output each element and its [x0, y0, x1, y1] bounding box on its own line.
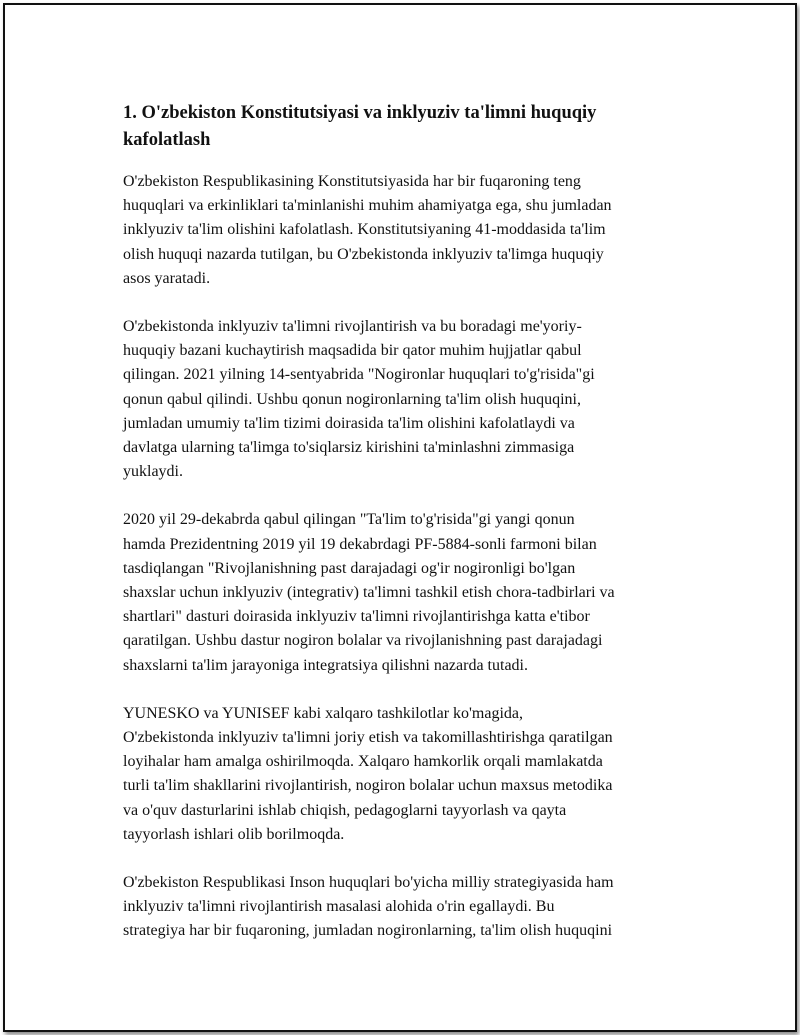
section-heading	[123, 100, 698, 154]
paragraph	[123, 170, 698, 291]
text-line: YUNESKO va YUNISEF kabi xalqaro tashkilotlar ko'magida,	[123, 704, 523, 722]
text-line: turli ta'lim shakllarini rivojlantirish, nogiron bolalar uchun maxsus metodika	[123, 777, 613, 795]
text-line: va o'quv dasturlarini ishlab chiqish, pedagoglarni tayyorlash va qayta	[123, 801, 567, 819]
paragraph	[123, 315, 698, 484]
paragraph	[123, 702, 698, 847]
text-line: tasdiqlangan "Rivojlanishning past darajadagi og'ir nogironligi bo'lgan	[123, 559, 576, 577]
text-line: yuklaydi.	[123, 463, 183, 481]
text-line: inklyuziv ta'limni rivojlantirish masalasi alohida o'rin egallaydi. Bu	[123, 898, 555, 916]
text-line: shaxslarni ta'lim jarayoniga integratsiya qilishni nazarda tutadi.	[123, 656, 528, 674]
text-line: hamda Prezidentning 2019 yil 19 dekabrdagi PF-5884-sonli farmoni bilan	[123, 535, 597, 553]
text-line: O'zbekiston Respublikasi Inson huquqlari bo'yicha milliy strategiyasida ham	[123, 874, 614, 892]
text-line: loyihalar ham amalga oshirilmoqda. Xalqaro hamkorlik orqali mamlakatda	[123, 753, 603, 771]
text-line: O'zbekistonda inklyuziv ta'limni joriy etish va takomillashtirishga qaratilgan	[123, 729, 613, 747]
heading-line: kafolatlash	[123, 130, 211, 150]
text-line: davlatga ularning ta'limga to'siqlarsiz kirishini ta'minlashni zimmasiga	[123, 439, 575, 457]
text-line: shaxslar uchun inklyuziv (integrativ) ta'limni tashkil etish chora-tadbirlari va	[123, 584, 615, 602]
text-line: strategiya har bir fuqaroning, jumladan nogironlarning, ta'lim olish huquqini	[123, 922, 613, 940]
paragraph	[123, 871, 698, 944]
text-line: qaratilgan. Ushbu dastur nogiron bolalar va rivojlanishning past darajadagi	[123, 632, 603, 650]
text-line: O'zbekistonda inklyuziv ta'limni rivojlantirish va bu boradagi me'yoriy-	[123, 318, 582, 336]
text-line: tayyorlash ishlari olib borilmoqda.	[123, 825, 345, 843]
text-line: huquqiy bazani kuchaytirish maqsadida bir qator muhim hujjatlar qabul	[123, 342, 582, 360]
text-line: olish huquqi nazarda tutilgan, bu O'zbekistonda inklyuziv ta'limga huquqiy	[123, 245, 604, 263]
text-line: jumladan umumiy ta'lim tizimi doirasida ta'lim olishini kafolatlaydi va	[123, 414, 575, 432]
document-page	[3, 3, 797, 1032]
text-line: 2020 yil 29-dekabrda qabul qilingan "Ta'lim to'g'risida"gi yangi qonun	[123, 511, 575, 529]
text-line: qilingan. 2021 yilning 14-sentyabrida "Nogironlar huquqlari to'g'risida"gi	[123, 366, 595, 384]
paragraph	[123, 508, 698, 677]
text-line: inklyuziv ta'lim olishini kafolatlash. Konstitutsiyaning 41-moddasida ta'lim	[123, 221, 606, 239]
text-line: huquqlari va erkinliklari ta'minlanishi muhim ahamiyatga ega, shu jumladan	[123, 197, 612, 215]
text-line: asos yaratadi.	[123, 269, 211, 287]
heading-line: 1. O'zbekiston Konstitutsiyasi va inklyuziv ta'limni huquqiy	[123, 103, 597, 123]
document-body	[123, 100, 698, 968]
text-line: qonun qabul qilindi. Ushbu qonun nogironlarning ta'lim olish huquqini,	[123, 390, 581, 408]
text-line: shartlari" dasturi doirasida inklyuziv ta'limni rivojlantirishga katta e'tibor	[123, 608, 590, 626]
text-line: O'zbekiston Respublikasining Konstitutsiyasida har bir fuqaroning teng	[123, 173, 581, 190]
